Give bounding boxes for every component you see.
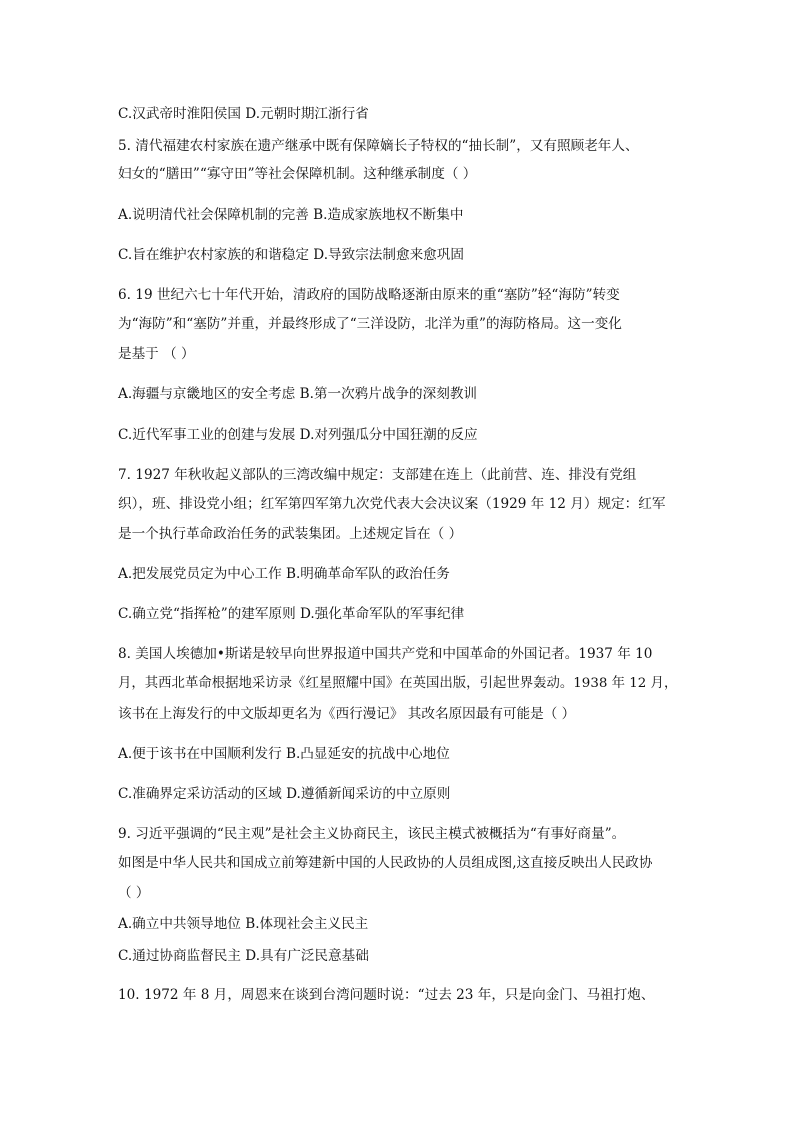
question-7-stem: 是一个执行革命政治任务的武装集团。上述规定旨在（ ） [118,526,463,542]
question-6-stem: 是基于 （ ） [118,346,195,362]
question-5-stem: 妇女的“膳田”“寡守田”等社会保障机制。这种继承制度（ ） [118,166,477,182]
question-9-stem: 如图是中华人民共和国成立前筹建新中国的人民政协的人员组成图,这直接反映出人民政协 [118,855,653,871]
question-7-options: C.确立党“指挥枪”的建军原则 D.强化革命军队的军事纪律 [118,606,465,622]
question-8-options: A.便于该书在中国顺利发行 B.凸显延安的抗战中心地位 [118,746,450,762]
question-5-stem: 5. 清代福建农村家族在遗产继承中既有保障嫡长子特权的“抽长制”，又有照顾老年人、 [118,138,639,154]
question-6-options: C.近代军事工业的创建与发展 D.对列强瓜分中国狂潮的反应 [118,427,478,443]
question-9-options: C.通过协商监督民主 D.具有广泛民意基础 [118,948,369,964]
question-7-stem: 7. 1927 年秋收起义部队的三湾改编中规定：支部建在连上（此前营、连、排没有党组 [118,467,637,483]
question-5-options: C.旨在维护农村家族的和谐稳定 D.导致宗法制愈来愈巩固 [118,247,464,263]
question-8-stem: 月，其西北革命根据地采访录《红星照耀中国》在英国出版，引起世界轰动。1938 年 12 月， [118,676,678,691]
question-9-stem: 9. 习近平强调的“民主观”是社会主义协商民主，该民主模式被概括为“有事好商量”。 [118,826,626,842]
question-10-stem: 10. 1972 年 8 月，周恩来在谈到台湾问题时说：“过去 23 年，只是向金门、马祖打炮、 [118,987,655,1003]
question-6-stem: 6. 19 世纪六七十年代开始，清政府的国防战略逐渐由原来的重“塞防”轻“海防”转变 [118,287,620,303]
question-7-stem: 织），班、排设党小组；红军第四军第九次党代表大会决议案（1929 年 12 月）规定：红军 [118,496,666,512]
question-8-stem: 该书在上海发行的中文版却更名为《西行漫记》 其改名原因最有可能是（ ） [118,706,576,722]
question-9-options: A.确立中共领导地位 B.体现社会主义民主 [118,916,369,932]
question-9-stem: （ ） [118,885,150,901]
option-line: C.汉武帝时淮阳侯国 D.元朝时期江浙行省 [118,106,369,122]
question-6-stem: 为“海防”和“塞防”并重，并最终形成了“三洋设防，北洋为重”的海防格局。这一变化 [118,316,622,332]
question-7-options: A.把发展党员定为中心工作 B.明确革命军队的政治任务 [118,566,450,582]
question-5-options: A.说明清代社会保障机制的完善 B.造成家族地权不断集中 [118,207,464,223]
question-6-options: A.海疆与京畿地区的安全考虑 B.第一次鸦片战争的深刻教训 [118,386,478,402]
question-8-options: C.准确界定采访活动的区域 D.遵循新闻采访的中立原则 [118,786,451,802]
question-8-stem: 8. 美国人埃德加•斯诺是较早向世界报道中国共产党和中国革命的外国记者。1937 年 10 [118,646,653,662]
